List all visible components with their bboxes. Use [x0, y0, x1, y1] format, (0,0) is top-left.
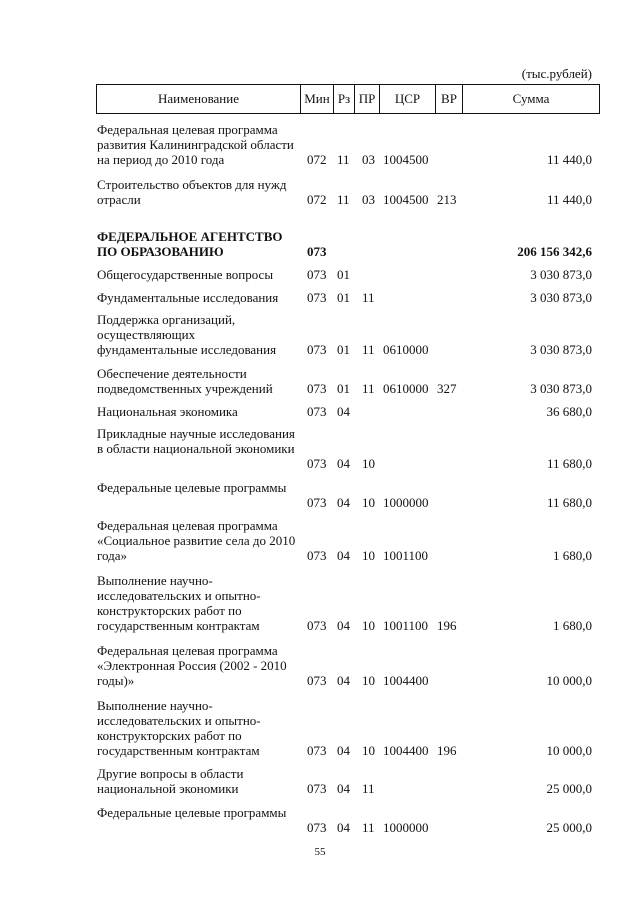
- row-rz: 11: [337, 152, 350, 167]
- row-rz: 04: [337, 495, 350, 510]
- row-min: 073: [307, 820, 327, 835]
- row-name: Выполнение научно-исследовательских и опытно-конструкторских работ по государственным контрактам: [97, 573, 261, 633]
- row-csr: 1000000: [383, 495, 429, 510]
- row-rz: 01: [337, 267, 350, 282]
- row-name: Обеспечение деятельности подведомственных учреждений: [97, 366, 273, 396]
- row-csr: 0610000: [383, 342, 429, 357]
- table-row: [0, 122, 640, 167]
- row-rz: 04: [337, 820, 350, 835]
- header-name: Наименование: [97, 85, 301, 114]
- row-rz: 04: [337, 548, 350, 563]
- table-row: [0, 805, 640, 835]
- header-rz: Рз: [334, 85, 355, 114]
- row-rz: 04: [337, 673, 350, 688]
- header-sum: Сумма: [463, 85, 600, 114]
- row-sum: 3 030 873,0: [530, 342, 592, 357]
- row-sum: 10 000,0: [546, 673, 592, 688]
- row-name: ФЕДЕРАЛЬНОЕ АГЕНТСТВО ПО ОБРАЗОВАНИЮ: [97, 229, 283, 259]
- row-min: 073: [307, 290, 327, 305]
- row-sum: 3 030 873,0: [530, 290, 592, 305]
- row-pr: 11: [362, 820, 375, 835]
- row-min: 073: [307, 244, 327, 259]
- row-pr: 10: [362, 743, 375, 758]
- row-name: Федеральные целевые программы: [97, 805, 287, 820]
- row-name: Строительство объектов для нужд отрасли: [97, 177, 287, 207]
- row-min: 073: [307, 495, 327, 510]
- header-min: Мин: [301, 85, 334, 114]
- row-pr: 03: [362, 192, 375, 207]
- row-vr: 196: [437, 618, 457, 633]
- row-sum: 206 156 342,6: [517, 244, 592, 259]
- row-pr: 10: [362, 673, 375, 688]
- table-row: [0, 766, 640, 796]
- row-sum: 11 440,0: [546, 192, 592, 207]
- row-min: 073: [307, 342, 327, 357]
- row-name: Федеральная целевая программа «Электронная Россия (2002 - 2010 годы)»: [97, 643, 287, 688]
- row-sum: 10 000,0: [546, 743, 592, 758]
- row-csr: 1004400: [383, 743, 429, 758]
- table-row: [0, 267, 640, 282]
- row-pr: 03: [362, 152, 375, 167]
- row-sum: 3 030 873,0: [530, 267, 592, 282]
- row-name: Поддержка организаций, осуществляющих фундаментальные исследования: [97, 312, 277, 357]
- row-min: 073: [307, 456, 327, 471]
- row-sum: 3 030 873,0: [530, 381, 592, 396]
- units-label: (тыс.рублей): [521, 66, 592, 81]
- row-min: 073: [307, 267, 327, 282]
- table-row: [0, 290, 640, 305]
- row-sum: 11 440,0: [546, 152, 592, 167]
- row-sum: 25 000,0: [546, 820, 592, 835]
- row-sum: 1 680,0: [553, 548, 592, 563]
- row-rz: 01: [337, 290, 350, 305]
- row-csr: 1004500: [383, 152, 429, 167]
- row-rz: 01: [337, 342, 350, 357]
- table-header: [96, 84, 600, 114]
- row-min: 073: [307, 404, 327, 419]
- table-row: [0, 177, 640, 207]
- table-row: [0, 404, 640, 419]
- row-name: Другие вопросы в области национальной экономики: [97, 766, 244, 796]
- row-rz: 01: [337, 381, 350, 396]
- row-min: 073: [307, 673, 327, 688]
- row-pr: 11: [362, 781, 375, 796]
- row-vr: 327: [437, 381, 457, 396]
- row-rz: 04: [337, 618, 350, 633]
- row-csr: 1001100: [383, 618, 429, 633]
- table-row: [0, 643, 640, 688]
- row-pr: 11: [362, 290, 375, 305]
- row-sum: 11 680,0: [546, 495, 592, 510]
- table-row: [0, 312, 640, 357]
- row-csr: 0610000: [383, 381, 429, 396]
- row-min: 073: [307, 548, 327, 563]
- row-rz: 04: [337, 743, 350, 758]
- page-number: 55: [314, 846, 326, 858]
- table-row: [0, 366, 640, 396]
- row-sum: 11 680,0: [546, 456, 592, 471]
- row-pr: 10: [362, 495, 375, 510]
- row-name: Федеральная целевая программа развития Калининградской области на период до 2010 года: [97, 122, 294, 167]
- row-min: 072: [307, 152, 327, 167]
- row-pr: 10: [362, 618, 375, 633]
- table-row: [0, 518, 640, 563]
- header-vr: ВР: [436, 85, 463, 114]
- table-row: [0, 229, 640, 259]
- row-csr: 1004400: [383, 673, 429, 688]
- table-row: [0, 480, 640, 510]
- row-min: 073: [307, 381, 327, 396]
- row-min: 073: [307, 781, 327, 796]
- row-vr: 213: [437, 192, 457, 207]
- row-pr: 11: [362, 381, 375, 396]
- row-sum: 25 000,0: [546, 781, 592, 796]
- row-csr: 1001100: [383, 548, 429, 563]
- row-name: Выполнение научно-исследовательских и опытно-конструкторских работ по государственным контрактам: [97, 698, 261, 758]
- header-pr: ПР: [355, 85, 380, 114]
- row-rz: 04: [337, 781, 350, 796]
- row-rz: 04: [337, 404, 350, 419]
- row-vr: 196: [437, 743, 457, 758]
- row-min: 073: [307, 743, 327, 758]
- row-sum: 36 680,0: [546, 404, 592, 419]
- row-min: 072: [307, 192, 327, 207]
- row-pr: 11: [362, 342, 375, 357]
- row-name: Национальная экономика: [97, 404, 238, 419]
- row-rz: 04: [337, 456, 350, 471]
- header-csr: ЦСР: [380, 85, 436, 114]
- row-min: 073: [307, 618, 327, 633]
- row-name: Федеральная целевая программа «Социальное развитие села до 2010 года»: [97, 518, 296, 563]
- row-name: Прикладные научные исследования в области национальной экономики: [97, 426, 295, 456]
- row-name: Общегосударственные вопросы: [97, 267, 274, 282]
- table-row: [0, 426, 640, 471]
- table-row: [0, 573, 640, 633]
- row-rz: 11: [337, 192, 350, 207]
- row-name: Федеральные целевые программы: [97, 480, 287, 495]
- row-csr: 1004500: [383, 192, 429, 207]
- row-csr: 1000000: [383, 820, 429, 835]
- row-sum: 1 680,0: [553, 618, 592, 633]
- row-name: Фундаментальные исследования: [97, 290, 279, 305]
- row-pr: 10: [362, 456, 375, 471]
- table-row: [0, 698, 640, 758]
- row-pr: 10: [362, 548, 375, 563]
